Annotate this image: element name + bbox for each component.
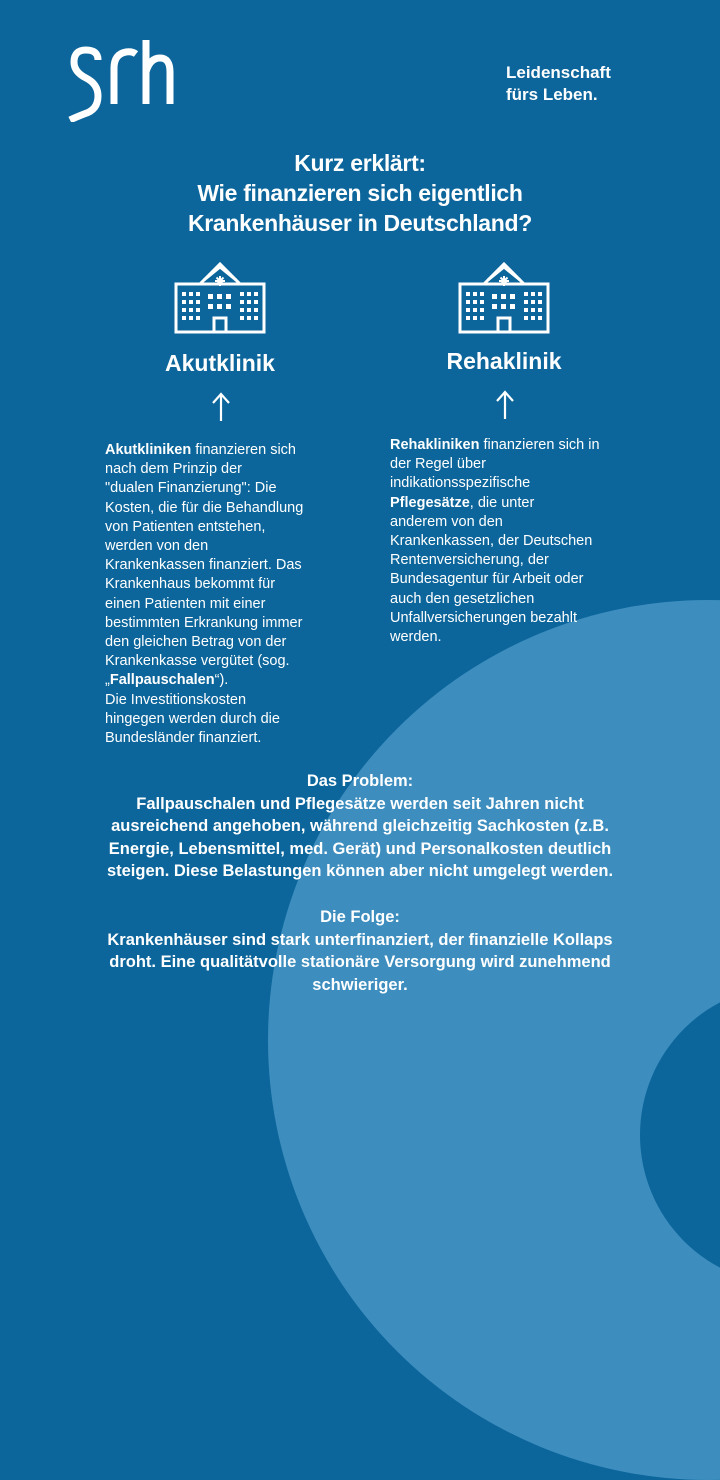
- description-text: Die Investitionskosten: [105, 691, 247, 708]
- description-line: [390, 609, 600, 628]
- description-line: [390, 590, 600, 609]
- description-line: [105, 729, 303, 748]
- description-text: finanzieren sich: [191, 442, 296, 458]
- problem-heading: Das Problem:: [306, 772, 414, 790]
- description-text: "dualen Finanzierung": Die: [105, 480, 277, 497]
- description-line: [105, 595, 303, 614]
- description-text: Krankenkassen, der Deutschen: [390, 533, 593, 550]
- description-line: [105, 441, 303, 460]
- description-bold-text: Fallpauschalen: [109, 672, 215, 689]
- description-line: [105, 710, 303, 729]
- description-bold-text: Pflegesätze: [390, 494, 470, 511]
- description-line: [390, 455, 600, 474]
- description-line: [105, 691, 303, 710]
- arrow-up-icon: [211, 392, 231, 422]
- description-text: anderem von den: [390, 513, 503, 530]
- description-line: [390, 494, 600, 513]
- description-line: [105, 671, 303, 690]
- tagline: [506, 62, 686, 106]
- hospital-icon: [458, 258, 550, 334]
- description-line: [390, 628, 600, 647]
- title-line-1: Kurz erklärt:: [294, 150, 426, 176]
- background-circle: [268, 600, 720, 1480]
- description-line: [390, 551, 600, 570]
- folge-heading: Die Folge:: [320, 908, 400, 926]
- description-text: nach dem Prinzip der: [105, 461, 243, 478]
- problem-line: steigen. Diese Belastungen können aber nicht umgelegt werden.: [106, 862, 614, 880]
- description-bold-text: Rehakliniken: [390, 437, 480, 453]
- folge-section: [0, 906, 720, 996]
- description-text: der Regel über: [390, 456, 486, 473]
- problem-line: ausreichend angehoben, während gleichzeitig Sachkosten (z.B.: [111, 817, 609, 835]
- rehaklinik-heading: Rehaklinik: [446, 348, 562, 374]
- page-title: [0, 148, 720, 238]
- description-line: [390, 570, 600, 589]
- rehaklinik-description: [390, 436, 600, 647]
- description-text: werden von den: [105, 538, 209, 555]
- description-text: Rentenversicherung, der: [390, 552, 549, 569]
- description-line: [390, 532, 600, 551]
- description-text: Unfallversicherungen bezahlt: [390, 609, 577, 626]
- problem-line: Energie, Lebensmittel, med. Gerät) und Personalkosten deutlich: [108, 839, 612, 858]
- description-line: [390, 436, 600, 455]
- description-text: indikationsspezifische: [390, 475, 531, 492]
- folge-line: schwieriger.: [312, 975, 408, 994]
- tagline-line-1: Leidenschaft: [506, 63, 611, 82]
- folge-line: droht. Eine qualitätvolle stationäre Versorgung wird zunehmend: [109, 953, 611, 971]
- description-bold-text: Akutkliniken: [105, 442, 192, 458]
- description-text: Krankenkasse vergütet (sog.: [105, 653, 290, 670]
- description-text: einen Patienten mit einer: [105, 595, 266, 612]
- description-text: werden.: [390, 629, 442, 646]
- description-text: von Patienten entstehen,: [105, 518, 266, 535]
- description-text: Kosten, die für die Behandlung: [105, 499, 304, 516]
- problem-line: Fallpauschalen und Pflegesätze werden seit Jahren nicht: [136, 794, 584, 813]
- description-text: , die unter: [469, 494, 535, 511]
- description-line: [105, 633, 303, 652]
- description-text: Bundesagentur für Arbeit oder: [390, 571, 584, 588]
- arrow-up-icon: [495, 390, 515, 420]
- akutklinik-description: [105, 441, 303, 748]
- description-text: den gleichen Betrag von der: [105, 634, 287, 651]
- description-line: [105, 518, 303, 537]
- description-text: „: [105, 672, 110, 689]
- description-line: [105, 614, 303, 633]
- problem-section: [0, 770, 720, 883]
- description-line: [105, 460, 303, 479]
- description-line: [105, 652, 303, 671]
- description-line: [105, 479, 303, 498]
- description-line: [105, 556, 303, 575]
- description-text: bestimmten Erkrankung immer: [105, 614, 303, 631]
- tagline-line-2: fürs Leben.: [506, 85, 598, 104]
- description-line: [105, 499, 303, 518]
- description-text: “).: [214, 672, 229, 689]
- description-text: Krankenhaus bekommt für: [105, 576, 276, 593]
- title-line-2: Wie finanzieren sich eigentlich: [197, 180, 523, 206]
- description-text: auch den gesetzlichen: [390, 590, 535, 607]
- description-text: Bundesländer finanziert.: [105, 730, 262, 747]
- description-text: hingegen werden durch die: [105, 710, 280, 727]
- description-line: [105, 537, 303, 556]
- description-line: [390, 513, 600, 532]
- description-line: [105, 575, 303, 594]
- title-line-3: Krankenhäuser in Deutschland?: [187, 210, 533, 236]
- akutklinik-heading: Akutklinik: [165, 350, 275, 376]
- hospital-icon: [174, 258, 266, 334]
- description-line: [390, 474, 600, 493]
- folge-line: Krankenhäuser sind stark unterfinanziert, der finanzielle Kollaps: [107, 930, 613, 949]
- description-text: Krankenkassen finanziert. Das: [105, 557, 302, 574]
- description-text: finanzieren sich in: [479, 437, 600, 453]
- srh-logo: [66, 40, 174, 122]
